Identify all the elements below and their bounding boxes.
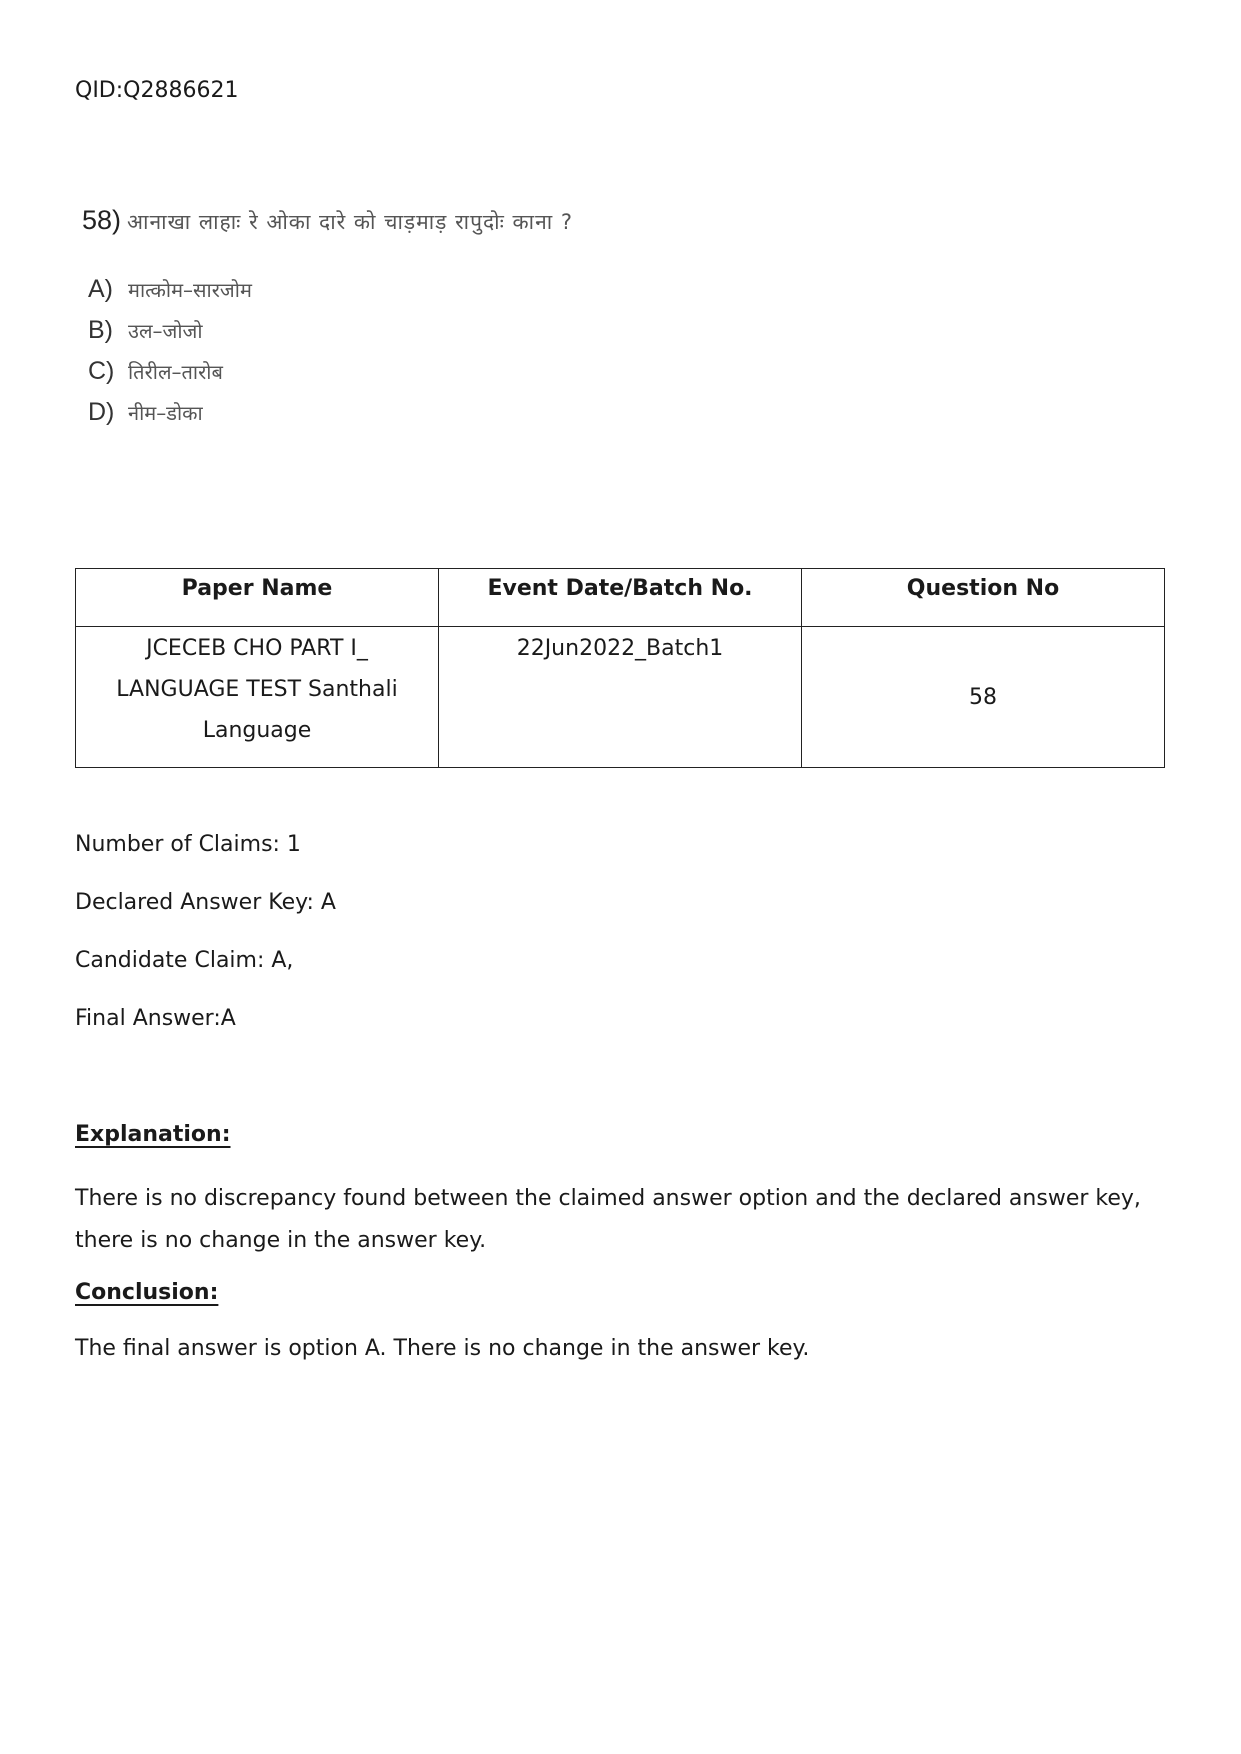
paper-name-line: JCECEB CHO PART I_: [146, 636, 368, 661]
option-text: तिरील–तारोब: [128, 360, 223, 384]
claim-details: [75, 832, 336, 1064]
final-answer: Final Answer:A: [75, 1006, 236, 1031]
option-letter: C): [88, 357, 115, 385]
option-a: [88, 275, 573, 316]
question-id: QID:Q2886621: [75, 78, 239, 103]
cell-paper-name: [76, 627, 439, 768]
question-text: आनाखा लाहाः रे ओका दारे को चाड़माड़ रापुदोः काना ?: [127, 210, 574, 234]
cell-question-no: 58: [802, 627, 1165, 768]
options-list: [88, 275, 573, 439]
declared-answer-key: Declared Answer Key: A: [75, 890, 336, 915]
table-header-row: [76, 569, 1165, 627]
paper-name-line: LANGUAGE TEST Santhali: [116, 677, 398, 702]
paper-info-table: [75, 568, 1165, 768]
conclusion-heading: Conclusion:: [75, 1280, 219, 1305]
conclusion-text: The final answer is option A. There is no change in the answer key.: [75, 1336, 810, 1361]
header-paper-name: Paper Name: [76, 569, 439, 627]
option-text: नीम–डोका: [128, 401, 203, 425]
question-number: 58): [82, 205, 122, 235]
paper-name-line: Language: [202, 718, 312, 743]
option-b: [88, 316, 573, 357]
header-event-date: Event Date/Batch No.: [439, 569, 802, 627]
option-letter: B): [88, 316, 113, 344]
table-row: [76, 627, 1165, 768]
header-question-no: Question No: [802, 569, 1165, 627]
option-letter: D): [88, 398, 115, 426]
number-of-claims: Number of Claims: 1: [75, 832, 301, 857]
option-c: [88, 357, 573, 398]
candidate-claim: Candidate Claim: A,: [75, 948, 294, 973]
option-d: [88, 398, 573, 439]
option-letter: A): [88, 275, 113, 303]
question-line: [82, 205, 573, 245]
explanation-heading: Explanation:: [75, 1122, 231, 1147]
question-block: [82, 205, 573, 439]
option-text: उल–जोजो: [128, 319, 203, 343]
explanation-text: There is no discrepancy found between the claimed answer option and the declared answer key, there is no change in the answer key.: [75, 1186, 1141, 1253]
cell-event-date: 22Jun2022_Batch1: [439, 627, 802, 768]
option-text: मात्कोम–सारजोम: [128, 278, 252, 302]
